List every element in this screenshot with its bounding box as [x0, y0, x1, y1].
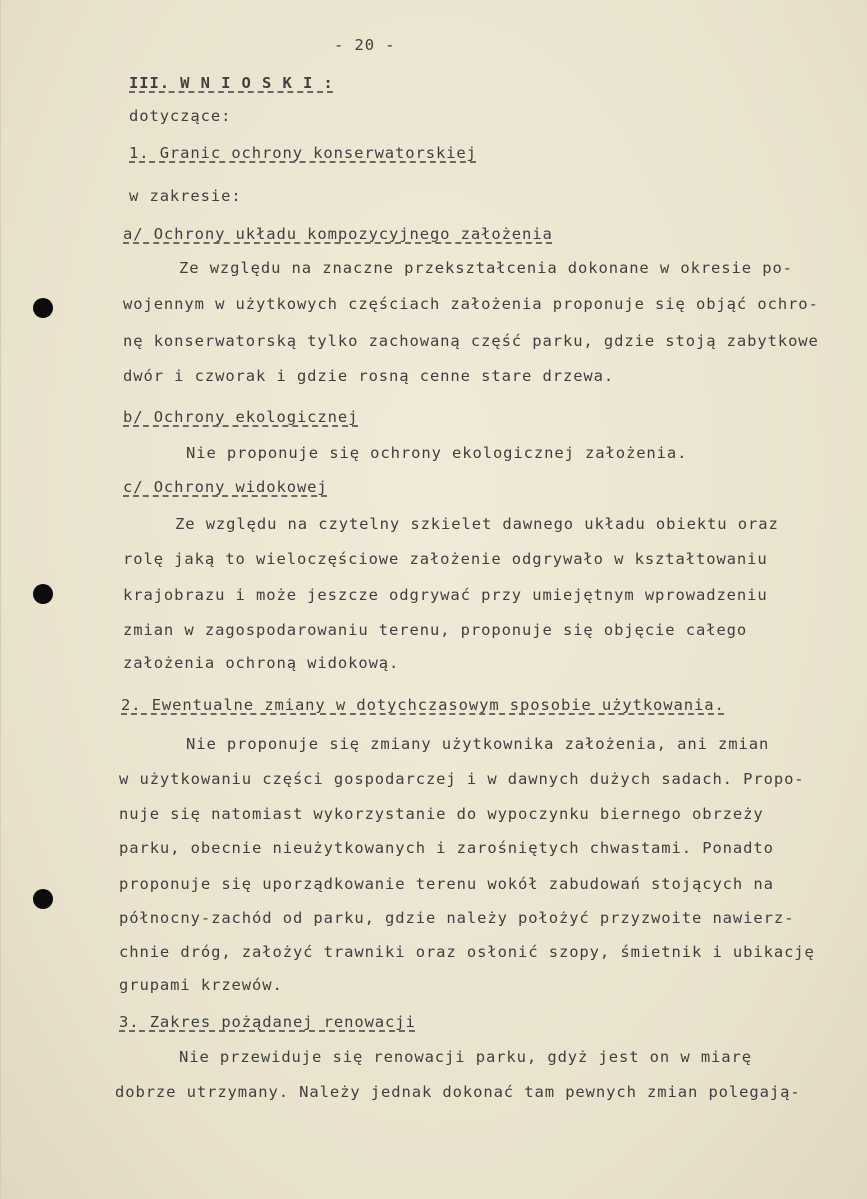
- paragraph-line: Nie proponuje się ochrony ekologicznej założenia.: [186, 444, 688, 462]
- point-3-title: 3. Zakres pożądanej renowacji: [119, 1013, 416, 1031]
- paragraph-line: północny-zachód od parku, gdzie należy położyć przyzwoite nawierz-: [119, 909, 795, 927]
- subpoint-b-title: b/ Ochrony ekologicznej: [123, 408, 359, 426]
- paragraph-line: założenia ochroną widokową.: [123, 654, 400, 672]
- punch-hole: [33, 298, 53, 318]
- paragraph-line: zmian w zagospodarowaniu terenu, proponuje się objęcie całego: [123, 621, 748, 639]
- paragraph-line: wojennym w użytkowych częściach założenia proponuje się objąć ochro-: [123, 295, 819, 313]
- point-2-title: 2. Ewentualne zmiany w dotychczasowym sposobie użytkowania.: [121, 696, 725, 714]
- paragraph-line: grupami krzewów.: [119, 976, 283, 994]
- subpoint-c-title: c/ Ochrony widokowej: [123, 478, 328, 496]
- page-number: - 20 -: [334, 36, 396, 54]
- paragraph-line: dwór i czworak i gdzie rosną cenne stare drzewa.: [123, 367, 615, 385]
- paragraph-line: nę konserwatorską tylko zachowaną część parku, gdzie stoją zabytkowe: [123, 332, 819, 350]
- paragraph-line: rolę jaką to wieloczęściowe założenie odgrywało w kształtowaniu: [123, 550, 768, 568]
- section-heading: III. W N I O S K I :: [129, 74, 334, 92]
- paragraph-line: proponuje się uporządkowanie terenu wokół zabudowań stojących na: [119, 875, 774, 893]
- paragraph-line: Ze względu na czytelny szkielet dawnego układu obiektu oraz: [175, 515, 779, 533]
- point-1-intro: w zakresie:: [129, 187, 242, 205]
- paragraph-line: w użytkowaniu części gospodarczej i w dawnych dużych sadach. Propo-: [119, 770, 805, 788]
- punch-hole: [33, 889, 53, 909]
- paragraph-line: chnie dróg, założyć trawniki oraz osłonić szopy, śmietnik i ubikację: [119, 943, 815, 961]
- punch-hole: [33, 584, 53, 604]
- paragraph-line: Nie przewiduje się renowacji parku, gdyż jest on w miarę: [179, 1048, 752, 1066]
- paragraph-line: nuje się natomiast wykorzystanie do wypoczynku biernego obrzeży: [119, 805, 764, 823]
- paragraph-line: Ze względu na znaczne przekształcenia dokonane w okresie po-: [179, 259, 793, 277]
- paragraph-line: parku, obecnie nieużytkowanych i zarośniętych chwastami. Ponadto: [119, 839, 774, 857]
- section-subheading: dotyczące:: [129, 107, 232, 125]
- paragraph-line: dobrze utrzymany. Należy jednak dokonać tam pewnych zmian polegają-: [115, 1083, 801, 1101]
- subpoint-a-title: a/ Ochrony układu kompozycyjnego założenia: [123, 225, 553, 243]
- paragraph-line: krajobrazu i może jeszcze odgrywać przy umiejętnym wprowadzeniu: [123, 586, 768, 604]
- paragraph-line: Nie proponuje się zmiany użytkownika założenia, ani zmian: [186, 735, 770, 753]
- point-1-title: 1. Granic ochrony konserwatorskiej: [129, 144, 477, 162]
